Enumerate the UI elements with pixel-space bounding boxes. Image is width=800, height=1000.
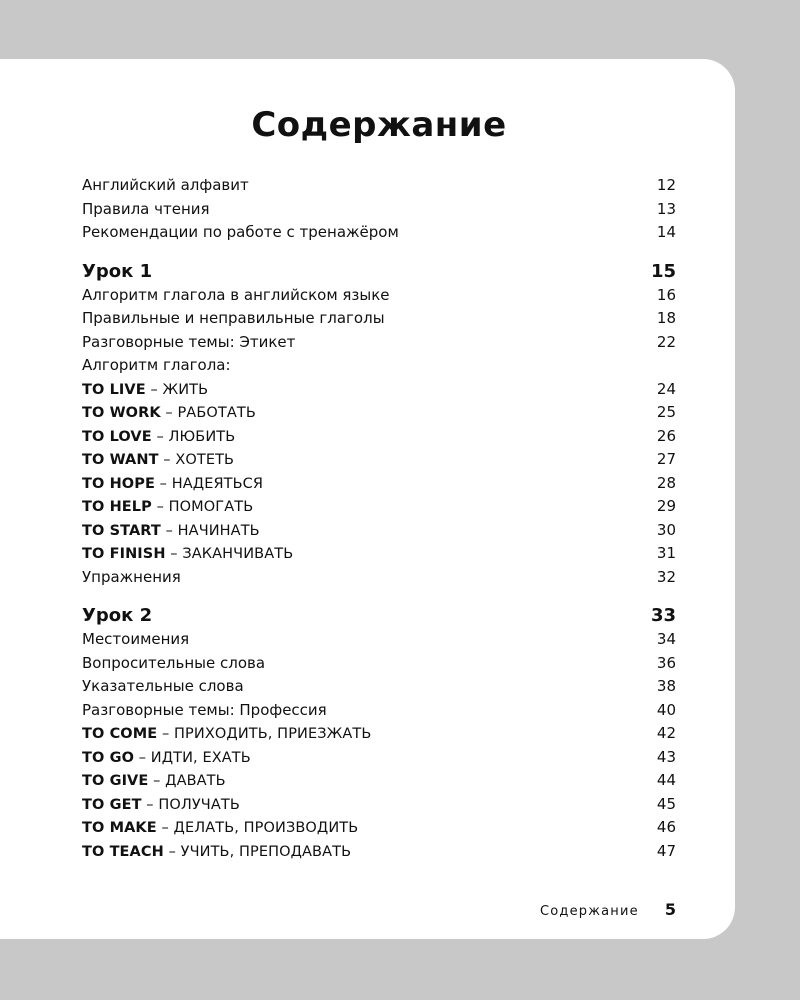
toc-entry[interactable] xyxy=(82,174,676,198)
toc-entry-page: 13 xyxy=(656,199,676,218)
verb-translation: – ДЕЛАТЬ, ПРОИЗВОДИТЬ xyxy=(156,820,359,836)
toc-entry[interactable] xyxy=(82,628,676,652)
toc-entry-page: 18 xyxy=(656,309,676,327)
toc-verb-entry[interactable] xyxy=(82,793,676,817)
verb-translation: – ХОТЕТЬ xyxy=(158,452,235,468)
toc-entry[interactable] xyxy=(82,675,676,699)
verb-translation: – УЧИТЬ, ПРЕПОДАВАТЬ xyxy=(163,843,352,860)
toc-entry-page: 46 xyxy=(656,818,676,836)
toc-entry-page: 29 xyxy=(656,497,676,515)
toc-entry-page: 47 xyxy=(656,841,676,860)
verb-name: TO LOVE xyxy=(82,428,152,445)
verb-name: TO GET xyxy=(82,796,142,813)
toc-entry-label: Правильные и неправильные глаголы xyxy=(82,309,385,327)
toc-verb-entry[interactable] xyxy=(82,519,676,543)
toc-entry-page: 34 xyxy=(656,630,676,648)
toc-entry-label: Разговорные темы: Профессия xyxy=(82,700,327,719)
lesson-2-heading[interactable] xyxy=(82,604,676,628)
toc-entry-page: 12 xyxy=(656,176,676,194)
table-of-contents xyxy=(82,174,676,863)
toc-entry-page: 45 xyxy=(656,794,676,813)
toc-verb-entry[interactable] xyxy=(82,495,676,519)
toc-entry[interactable] xyxy=(82,198,676,222)
toc-verb-entry[interactable] xyxy=(82,378,676,402)
toc-entry[interactable] xyxy=(82,652,676,676)
verb-translation: – НАЧИНАТЬ xyxy=(160,522,260,539)
verb-name: TO COME xyxy=(82,726,158,742)
toc-entry xyxy=(82,354,676,378)
verb-name: TO LIVE xyxy=(82,381,146,398)
toc-entry-page: 24 xyxy=(656,379,676,398)
verb-translation: – ПОЛУЧАТЬ xyxy=(141,796,240,813)
toc-entry[interactable] xyxy=(82,307,676,331)
toc-verb-entry[interactable] xyxy=(82,472,676,496)
verb-name: TO GO xyxy=(82,749,134,766)
toc-entry-label: Местоимения xyxy=(82,630,190,648)
lesson-page: 15 xyxy=(650,260,676,282)
verb-translation: – ПОМОГАТЬ xyxy=(151,499,254,515)
toc-entry-label: Правила чтения xyxy=(82,199,210,218)
spacer xyxy=(82,589,676,604)
toc-entry-label: Разговорные темы: Этикет xyxy=(82,332,296,351)
verb-translation: – ИДТИ, ЕХАТЬ xyxy=(134,749,251,766)
verb-translation: – РАБОТАТЬ xyxy=(160,405,256,421)
toc-entry-page: 40 xyxy=(656,700,676,719)
verb-translation: – ЖИТЬ xyxy=(145,381,209,398)
toc-entry[interactable] xyxy=(82,221,676,245)
toc-verb-entry[interactable] xyxy=(82,769,676,793)
toc-verb-entry[interactable] xyxy=(82,448,676,472)
toc-entry-page: 28 xyxy=(656,473,676,492)
verb-translation: – НАДЕЯТЬСЯ xyxy=(154,475,264,492)
toc-entry[interactable] xyxy=(82,331,676,355)
toc-entry-label: Упражнения xyxy=(82,567,181,586)
verb-name: TO FINISH xyxy=(82,546,166,562)
toc-entry[interactable] xyxy=(82,566,676,590)
verb-translation: – ПРИХОДИТЬ, ПРИЕЗЖАТЬ xyxy=(157,726,372,742)
toc-entry-page: 26 xyxy=(656,426,676,445)
toc-entry-page: 30 xyxy=(656,520,676,539)
lesson-title: Урок 1 xyxy=(82,260,153,282)
verb-translation: – ДАВАТЬ xyxy=(148,773,226,789)
verb-name: TO WORK xyxy=(82,405,161,421)
toc-entry-page: 16 xyxy=(656,285,676,304)
toc-entry-page: 38 xyxy=(656,677,676,695)
toc-entry-page: 36 xyxy=(656,653,676,672)
toc-entry-label: Алгоритм глагола в английском языке xyxy=(82,285,390,304)
verb-name: TO TEACH xyxy=(82,843,164,860)
toc-verb-entry[interactable] xyxy=(82,425,676,449)
toc-entry-label: Рекомендации по работе с тренажёром xyxy=(82,223,399,241)
toc-verb-entry[interactable] xyxy=(82,722,676,746)
verb-translation: – ЛЮБИТЬ xyxy=(151,428,236,445)
toc-entry-page: 32 xyxy=(656,567,676,586)
toc-entry-page: 44 xyxy=(656,771,676,789)
toc-verb-entry[interactable] xyxy=(82,746,676,770)
toc-verb-entry[interactable] xyxy=(82,542,676,566)
toc-entry-page: 27 xyxy=(656,450,676,468)
page-footer xyxy=(540,900,676,919)
toc-verb-entry[interactable] xyxy=(82,816,676,840)
toc-entry-page: 22 xyxy=(656,332,676,351)
spacer xyxy=(82,245,676,260)
toc-entry-page: 14 xyxy=(656,223,676,241)
toc-entry[interactable] xyxy=(82,699,676,723)
page-number: 5 xyxy=(664,900,676,919)
toc-entry-page: 31 xyxy=(656,544,676,562)
lesson-1-heading[interactable] xyxy=(82,260,676,284)
page-title: Содержание xyxy=(251,105,507,145)
toc-entry-label: Вопросительные слова xyxy=(82,653,266,672)
toc-subheading: Алгоритм глагола: xyxy=(82,356,231,374)
book-page xyxy=(0,59,735,939)
toc-verb-entry[interactable] xyxy=(82,401,676,425)
verb-name: TO MAKE xyxy=(82,820,157,836)
verb-name: TO START xyxy=(82,522,161,539)
toc-entry[interactable] xyxy=(82,284,676,308)
verb-name: TO GIVE xyxy=(82,773,149,789)
toc-entry-page: 25 xyxy=(656,403,676,421)
verb-translation: – ЗАКАНЧИВАТЬ xyxy=(165,546,294,562)
lesson-page: 33 xyxy=(650,605,676,626)
toc-entry-page: 42 xyxy=(656,724,676,742)
lesson-title: Урок 2 xyxy=(82,605,153,626)
verb-name: TO HELP xyxy=(82,499,152,515)
toc-entry-page: 43 xyxy=(656,747,676,766)
verb-name: TO WANT xyxy=(82,452,159,468)
toc-entry-label: Указательные слова xyxy=(82,677,244,695)
verb-name: TO HOPE xyxy=(82,475,155,492)
toc-entry-label: Английский алфавит xyxy=(82,176,249,194)
footer-section-name: Содержание xyxy=(539,904,639,919)
toc-verb-entry[interactable] xyxy=(82,840,676,864)
